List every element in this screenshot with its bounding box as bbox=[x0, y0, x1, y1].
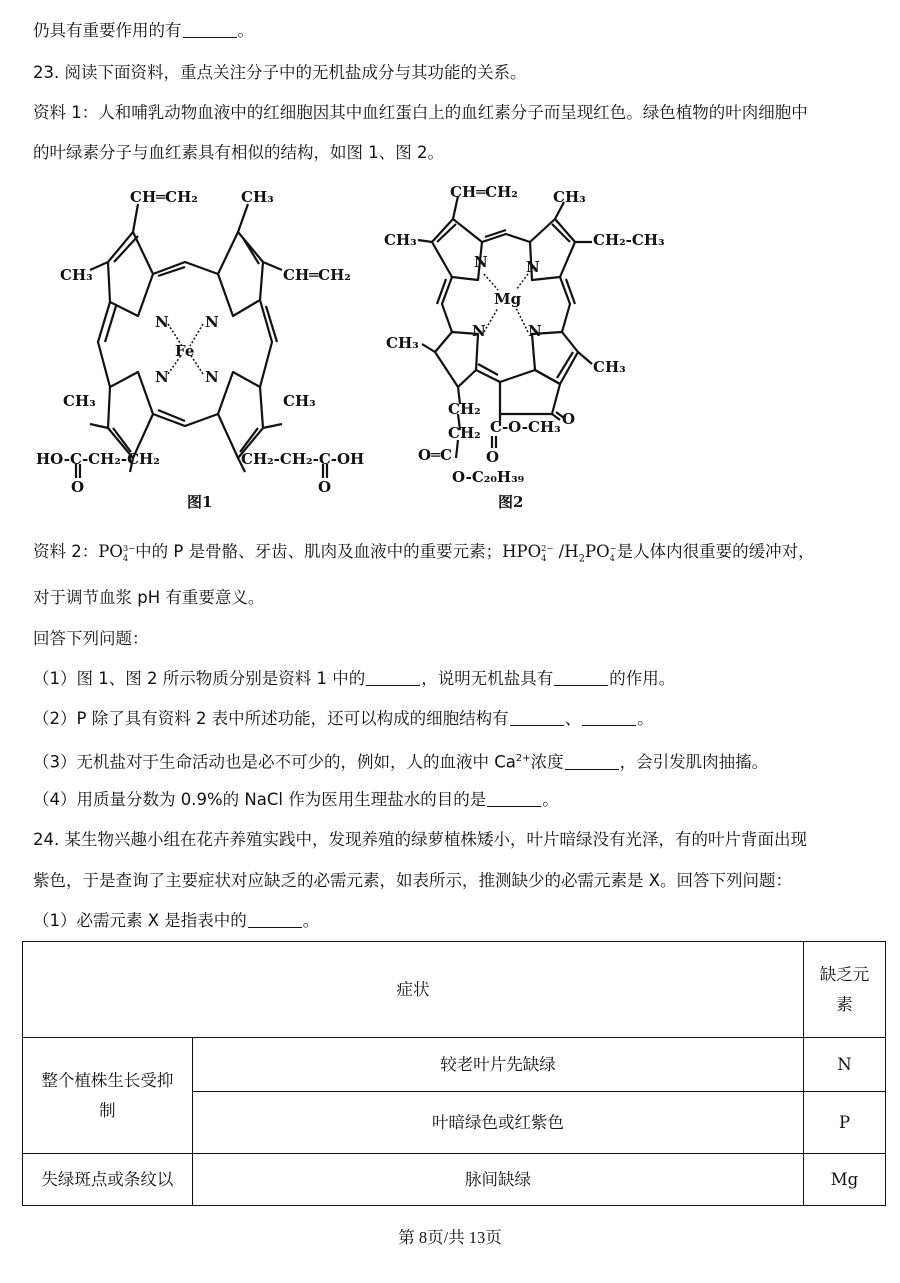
fig2-ch2-a: CH₂ bbox=[448, 400, 481, 418]
q1-text-c: 的作用。 bbox=[609, 669, 676, 688]
q24-part1 bbox=[33, 910, 319, 932]
q24-1-text-a: （1）必需元素 X 是指表中的 bbox=[33, 911, 247, 930]
answer-blank bbox=[183, 21, 237, 38]
table-row bbox=[23, 1038, 886, 1092]
fig2-nitrogen-1: N bbox=[474, 253, 488, 271]
fig2-vinyl-top: CH═CH₂ bbox=[450, 183, 518, 201]
q23-part4 bbox=[33, 789, 559, 811]
row3-element: Mg bbox=[804, 1154, 886, 1206]
fig1-metal-fe: Fe bbox=[175, 342, 195, 360]
q23-title: 23. 阅读下面资料，重点关注分子中的无机盐成分与其功能的关系。 bbox=[33, 63, 527, 82]
fig2-phytyl: O-C₂₀H₃₉ bbox=[452, 468, 525, 486]
q3-text-b: 浓度 bbox=[530, 752, 564, 772]
row3-symptom: 脉间缺绿 bbox=[192, 1154, 803, 1206]
group-cell-2: 失绿斑点或条纹以 bbox=[23, 1154, 193, 1206]
q2-text-a: （2）P 除了具有资料 2 表中所述功能，还可以构成的细胞结构有 bbox=[33, 709, 509, 728]
q4-text-b: 。 bbox=[542, 790, 559, 809]
fig1-methyl-lower-right: CH₃ bbox=[283, 392, 316, 410]
symptom-element-table bbox=[22, 941, 886, 1206]
fig2-metal-mg: Mg bbox=[494, 290, 522, 308]
fig2-nitrogen-3: N bbox=[472, 322, 486, 340]
q3-superscript: 2+ bbox=[515, 753, 531, 764]
fig1-vinyl-right: CH═CH₂ bbox=[283, 266, 351, 284]
fig2-methyl-left: CH₃ bbox=[384, 231, 417, 249]
header-symptom: 症状 bbox=[23, 942, 804, 1038]
material2-line2: 对于调节血浆 pH 有重要意义。 bbox=[33, 588, 265, 607]
material2-text-b: 中的 P 是骨骼、牙齿、肌肉及血液中的重要元素； bbox=[135, 542, 503, 561]
fig1-vinyl-top: CH═CH₂ bbox=[130, 188, 198, 206]
page-footer: 第 8页/共 13页 bbox=[398, 1228, 502, 1247]
figure2-chlorophyll-structure bbox=[380, 182, 680, 512]
answer-blank bbox=[582, 709, 636, 726]
fig2-methyl-mid-left: CH₃ bbox=[386, 334, 419, 352]
carryover-end: 。 bbox=[237, 21, 254, 40]
fig1-methyl-top: CH₃ bbox=[241, 188, 274, 206]
fig2-methyl-mid-right: CH₃ bbox=[593, 358, 626, 376]
fig1-nitrogen-1: N bbox=[155, 313, 169, 331]
q2-text-b: 、 bbox=[564, 709, 582, 728]
fig2-ketone-o: O bbox=[562, 410, 576, 428]
q3-text-a: （3）无机盐对于生命活动也是必不可少的，例如，人的血液中 Ca bbox=[33, 752, 516, 772]
formula-hpo4-h2po4: HPO 2− 4 $/H_2PO$ − 4 bbox=[502, 542, 617, 565]
fig2-nitrogen-2: N bbox=[526, 258, 540, 276]
fig1-carbonyl-o-right: O bbox=[318, 478, 332, 496]
table-header-row bbox=[23, 942, 886, 1038]
fig1-methyl-lower-left: CH₃ bbox=[63, 392, 96, 410]
answer-blank bbox=[366, 669, 420, 686]
fig2-methyl-top: CH₃ bbox=[553, 188, 586, 206]
answer-blank bbox=[554, 669, 608, 686]
material2-line1 bbox=[33, 541, 815, 570]
answer-blank bbox=[565, 753, 619, 770]
material1-line2: 的叶绿素分子与血红素具有相似的结构，如图 1、图 2。 bbox=[33, 143, 444, 162]
fig2-ester-o: O═C bbox=[418, 446, 453, 464]
figure1-caption: 图1 bbox=[187, 493, 213, 511]
q23-part2 bbox=[33, 708, 654, 730]
answer-blank bbox=[487, 790, 541, 807]
figure1-heme-structure bbox=[30, 182, 375, 512]
table-row bbox=[23, 1154, 886, 1206]
q2-text-c: 。 bbox=[637, 709, 654, 728]
q1-text-b: ，说明无机盐具有 bbox=[421, 669, 554, 688]
answer-blank bbox=[510, 709, 564, 726]
carryover-line bbox=[33, 20, 254, 42]
material1-line1: 资料 1：人和哺乳动物血液中的红细胞因其中血红蛋白上的血红素分子而呈现红色。绿色植物的叶肉细胞中 bbox=[33, 103, 808, 122]
fig1-nitrogen-2: N bbox=[205, 313, 219, 331]
q1-text-a: （1）图 1、图 2 所示物质分别是资料 1 中的 bbox=[33, 669, 366, 688]
row1-symptom: 较老叶片先缺绿 bbox=[192, 1038, 803, 1092]
material2-text-c: 是人体内很重要的缓冲对， bbox=[616, 542, 815, 561]
fig2-carbonyl-o: O bbox=[486, 448, 500, 466]
fig1-nitrogen-4: N bbox=[205, 368, 219, 386]
row2-symptom: 叶暗绿色或红紫色 bbox=[192, 1092, 803, 1154]
fig1-methyl-left: CH₃ bbox=[60, 266, 93, 284]
material2-label: 资料 2： bbox=[33, 542, 99, 561]
q24-1-text-b: 。 bbox=[302, 911, 320, 930]
fig1-acid-left: HO-C-CH₂-CH₂ bbox=[36, 450, 160, 468]
formula-po4: PO 3− 4 bbox=[98, 542, 136, 563]
q3-text-c: ，会引发肌肉抽搐。 bbox=[619, 752, 769, 772]
fig1-acid-right: CH₂-CH₂-C-OH bbox=[241, 450, 365, 468]
carryover-text: 仍具有重要作用的有 bbox=[33, 21, 182, 40]
fig1-carbonyl-o-left: O bbox=[71, 478, 85, 496]
group-cell-1: 整个植株生长受抑制 bbox=[23, 1038, 193, 1154]
row1-element: N bbox=[804, 1038, 886, 1092]
row2-element: P bbox=[804, 1092, 886, 1154]
header-element: 缺乏元素 bbox=[804, 942, 886, 1038]
q24-line1: 24. 某生物兴趣小组在花卉养殖实践中，发现养殖的绿萝植株矮小，叶片暗绿没有光泽，有的叶片背面出现 bbox=[33, 830, 807, 849]
fig1-nitrogen-3: N bbox=[155, 368, 169, 386]
q24-line2: 紫色，于是查询了主要症状对应缺乏的必需元素，如表所示，推测缺少的必需元素是 X。回答下列问题： bbox=[33, 871, 793, 890]
answer-blank bbox=[248, 911, 302, 928]
q23-part3 bbox=[33, 748, 768, 774]
q4-text-a: （4）用质量分数为 0.9%的 NaCl 作为医用生理盐水的目的是 bbox=[33, 790, 487, 809]
fig2-ethyl-right: CH₂-CH₃ bbox=[593, 231, 665, 249]
q23-part1 bbox=[33, 668, 675, 690]
answer-intro: 回答下列问题： bbox=[33, 629, 149, 648]
fig2-ester-methyl: C-O-CH₃ bbox=[490, 418, 561, 436]
figure2-caption: 图2 bbox=[498, 493, 524, 511]
fig2-ch2-b: CH₂ bbox=[448, 424, 481, 442]
fig2-nitrogen-4: N bbox=[528, 322, 542, 340]
